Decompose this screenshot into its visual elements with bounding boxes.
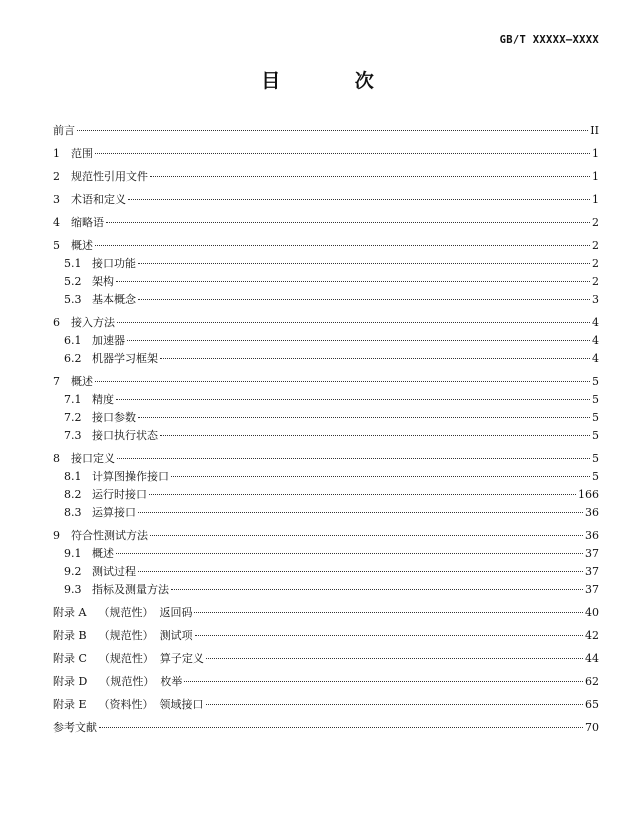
- toc-entry-page: 5: [592, 375, 599, 388]
- toc-entry[interactable]: [53, 275, 599, 289]
- toc-entry-page: 2: [592, 257, 599, 270]
- toc-dot-leader: [117, 458, 590, 459]
- toc-entry-page: 37: [585, 565, 599, 578]
- toc-entry[interactable]: [53, 606, 599, 620]
- toc-entry-number: 5: [53, 239, 60, 252]
- toc-entry-number: 4: [53, 216, 60, 229]
- toc-entry-page: 2: [592, 239, 599, 252]
- toc-dot-leader: [95, 153, 590, 154]
- toc-entry-number: 5.3: [64, 293, 82, 306]
- toc-entry[interactable]: [53, 352, 599, 366]
- toc-entry-number: 2: [53, 170, 60, 183]
- toc-dot-leader: [99, 727, 583, 728]
- toc-entry-number: 9.1: [64, 547, 82, 560]
- toc-entry-page: II: [590, 124, 599, 137]
- toc-entry-page: 4: [592, 352, 599, 365]
- toc-entry-title: 领域接口: [159, 698, 204, 711]
- toc-entry-number: 9: [53, 529, 60, 542]
- toc-entry-title: 范围: [71, 147, 93, 160]
- toc-entry-page: 70: [585, 721, 599, 734]
- toc-entry[interactable]: [53, 583, 599, 597]
- page-title: 目 次: [261, 70, 408, 92]
- toc-entry-page: 1: [592, 193, 599, 206]
- toc-entry[interactable]: [53, 334, 599, 348]
- toc-entry-number: 附录 E: [53, 698, 87, 711]
- toc-dot-leader: [150, 535, 583, 536]
- toc-dot-leader: [138, 571, 583, 572]
- toc-entry[interactable]: [53, 375, 599, 389]
- toc-entry-page: 2: [592, 275, 599, 288]
- toc-entry-number: 附录 C: [53, 652, 87, 665]
- toc-dot-leader: [195, 635, 583, 636]
- toc-entry-annex-kind: （规范性）: [98, 606, 154, 619]
- toc-entry-title: 测试项: [159, 629, 193, 642]
- toc-dot-leader: [77, 130, 588, 131]
- toc-dot-leader: [171, 476, 590, 477]
- toc-dot-leader: [206, 704, 583, 705]
- toc-entry-page: 65: [585, 698, 599, 711]
- toc-entry-number: 1: [53, 147, 60, 160]
- toc-entry-number: 3: [53, 193, 60, 206]
- toc-entry-page: 4: [592, 334, 599, 347]
- toc-entry-page: 44: [585, 652, 599, 665]
- toc-entry-title: 计算图操作接口: [92, 470, 169, 483]
- toc-entry-title: 指标及测量方法: [92, 583, 169, 596]
- toc-entry[interactable]: [53, 393, 599, 407]
- toc-entry-page: 5: [592, 411, 599, 424]
- toc-entry-number: 9.2: [64, 565, 82, 578]
- toc-entry-title: 精度: [92, 393, 114, 406]
- toc-entry-number: 8: [53, 452, 60, 465]
- toc-dot-leader: [117, 322, 590, 323]
- toc-entry[interactable]: [53, 257, 599, 271]
- toc-dot-leader: [206, 658, 583, 659]
- toc-dot-leader: [160, 435, 590, 436]
- toc-entry-annex-kind: （规范性）: [98, 652, 154, 665]
- toc-entry[interactable]: [53, 629, 599, 643]
- toc-dot-leader: [138, 512, 583, 513]
- toc-entry-number: 附录 B: [53, 629, 87, 642]
- toc-entry-title: 术语和定义: [71, 193, 126, 206]
- toc-entry[interactable]: [53, 488, 599, 502]
- toc-dot-leader: [160, 358, 590, 359]
- toc-entry-page: 36: [585, 529, 599, 542]
- toc-dot-leader: [127, 340, 590, 341]
- toc-entry-title: 接口功能: [92, 257, 136, 270]
- toc-entry-title: 基本概念: [92, 293, 136, 306]
- toc-entry-page: 2: [592, 216, 599, 229]
- toc-entry-title: 算子定义: [159, 652, 204, 665]
- toc-entry-title: 运行时接口: [92, 488, 147, 501]
- toc-dot-leader: [95, 381, 590, 382]
- toc-entry[interactable]: [53, 239, 599, 253]
- toc-entry-number: 8.1: [64, 470, 82, 483]
- standard-code: GB/T XXXXX—XXXX: [499, 34, 599, 46]
- table-of-contents: [53, 124, 599, 735]
- toc-entry-number: 6: [53, 316, 60, 329]
- toc-entry[interactable]: [53, 652, 599, 666]
- toc-entry-title: 运算接口: [92, 506, 136, 519]
- toc-entry-number: 附录 D: [53, 675, 88, 688]
- toc-entry-title: 测试过程: [92, 565, 136, 578]
- toc-entry-title: 缩略语: [71, 216, 104, 229]
- toc-entry-page: 1: [592, 147, 599, 160]
- toc-entry[interactable]: [53, 565, 599, 579]
- toc-entry[interactable]: [53, 193, 599, 207]
- toc-entry-title: 概述: [71, 375, 93, 388]
- toc-entry[interactable]: [53, 216, 599, 230]
- toc-dot-leader: [116, 553, 583, 554]
- toc-entry[interactable]: [53, 529, 599, 543]
- toc-entry-title: 接口执行状态: [92, 429, 158, 442]
- toc-entry[interactable]: [53, 293, 599, 307]
- toc-entry-number: 5.1: [64, 257, 82, 270]
- toc-entry-title: 返回码: [159, 606, 193, 619]
- toc-entry[interactable]: [53, 411, 599, 425]
- toc-entry-number: 7.2: [64, 411, 82, 424]
- toc-entry[interactable]: [53, 721, 599, 735]
- toc-entry[interactable]: [53, 147, 599, 161]
- toc-entry-number: 附录 A: [53, 606, 87, 619]
- toc-dot-leader: [138, 263, 590, 264]
- toc-entry-title: 接入方法: [71, 316, 115, 329]
- toc-entry-page: 37: [585, 583, 599, 596]
- toc-entry-annex-kind: （规范性）: [99, 675, 155, 688]
- toc-entry[interactable]: [53, 547, 599, 561]
- toc-dot-leader: [138, 299, 590, 300]
- toc-entry-page: 4: [592, 316, 599, 329]
- toc-entry-annex-kind: （规范性）: [98, 629, 154, 642]
- toc-entry-title: 规范性引用文件: [71, 170, 148, 183]
- toc-entry-page: 5: [592, 393, 599, 406]
- toc-entry-page: 5: [592, 429, 599, 442]
- toc-entry[interactable]: [53, 316, 599, 330]
- toc-entry-title: 概述: [71, 239, 93, 252]
- toc-entry-number: 8.2: [64, 488, 82, 501]
- toc-entry-page: 62: [585, 675, 599, 688]
- toc-entry[interactable]: [53, 698, 599, 712]
- toc-dot-leader: [171, 589, 583, 590]
- toc-entry-title: 架构: [92, 275, 114, 288]
- toc-entry-page: 5: [592, 470, 599, 483]
- toc-entry-page: 42: [585, 629, 599, 642]
- toc-entry-title: 机器学习框架: [92, 352, 158, 365]
- toc-entry-title: 加速器: [92, 334, 125, 347]
- toc-entry-number: 9.3: [64, 583, 82, 596]
- toc-dot-leader: [150, 176, 590, 177]
- toc-dot-leader: [149, 494, 576, 495]
- toc-entry-number: 7.3: [64, 429, 82, 442]
- toc-entry-page: 36: [585, 506, 599, 519]
- toc-entry-page: 37: [585, 547, 599, 560]
- toc-dot-leader: [106, 222, 590, 223]
- toc-entry-title: 枚举: [160, 675, 183, 688]
- toc-entry-title: 概述: [92, 547, 114, 560]
- toc-entry[interactable]: [53, 452, 599, 466]
- toc-dot-leader: [194, 612, 583, 613]
- toc-dot-leader: [138, 417, 590, 418]
- toc-entry[interactable]: [53, 506, 599, 520]
- toc-entry[interactable]: [53, 675, 599, 689]
- toc-dot-leader: [116, 281, 590, 282]
- toc-entry-title: 前言: [53, 124, 75, 137]
- toc-dot-leader: [116, 399, 590, 400]
- toc-entry-page: 166: [578, 488, 599, 501]
- toc-entry-title: 接口参数: [92, 411, 136, 424]
- toc-entry[interactable]: [53, 124, 599, 138]
- toc-entry-number: 5.2: [64, 275, 82, 288]
- toc-entry-number: 6.2: [64, 352, 82, 365]
- toc-entry-number: 8.3: [64, 506, 82, 519]
- toc-entry-number: 7.1: [64, 393, 82, 406]
- toc-entry-number: 7: [53, 375, 60, 388]
- toc-entry-annex-kind: （资料性）: [98, 698, 154, 711]
- toc-entry-page: 1: [592, 170, 599, 183]
- toc-dot-leader: [184, 681, 583, 682]
- toc-entry[interactable]: [53, 170, 599, 184]
- toc-entry-page: 5: [592, 452, 599, 465]
- toc-entry-page: 3: [592, 293, 599, 306]
- toc-entry-page: 40: [585, 606, 599, 619]
- toc-dot-leader: [128, 199, 590, 200]
- toc-entry-title: 符合性测试方法: [71, 529, 148, 542]
- toc-entry-number: 6.1: [64, 334, 82, 347]
- toc-entry[interactable]: [53, 429, 599, 443]
- toc-dot-leader: [95, 245, 590, 246]
- toc-entry-title: 接口定义: [71, 452, 115, 465]
- toc-entry[interactable]: [53, 470, 599, 484]
- toc-entry-title: 参考文献: [53, 721, 97, 734]
